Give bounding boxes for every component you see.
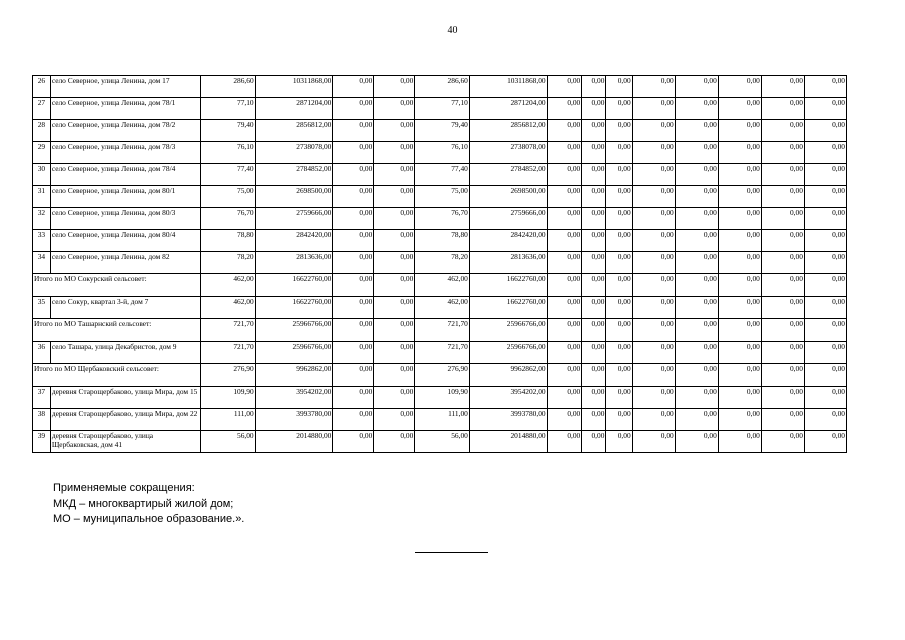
value-cell: 0,00 (804, 230, 846, 252)
value-cell: 0,00 (606, 274, 632, 297)
table-row (33, 208, 847, 230)
value-cell: 0,00 (804, 387, 846, 409)
value-cell: 0,00 (675, 120, 718, 142)
value-cell: 0,00 (333, 387, 374, 409)
value-cell: 0,00 (606, 142, 632, 164)
value-cell: 0,00 (374, 297, 415, 319)
value-cell: 0,00 (675, 208, 718, 230)
value-cell: 0,00 (761, 319, 804, 342)
value-cell: 79,40 (201, 120, 256, 142)
value-cell: 0,00 (675, 274, 718, 297)
value-cell: 2014880,00 (469, 431, 547, 453)
value-cell: 0,00 (761, 186, 804, 208)
value-cell: 2856812,00 (255, 120, 333, 142)
value-cell: 0,00 (632, 342, 675, 364)
table-row (33, 409, 847, 431)
value-cell: 0,00 (761, 342, 804, 364)
value-cell: 0,00 (333, 142, 374, 164)
value-cell: 0,00 (606, 342, 632, 364)
value-cell: 0,00 (718, 252, 761, 274)
value-cell: 0,00 (718, 409, 761, 431)
value-cell: 0,00 (582, 186, 606, 208)
value-cell: 0,00 (606, 431, 632, 453)
value-cell: 0,00 (632, 409, 675, 431)
value-cell: 0,00 (547, 164, 582, 186)
table-body (33, 76, 847, 453)
value-cell: 0,00 (632, 76, 675, 98)
value-cell: 0,00 (718, 364, 761, 387)
value-cell: 462,00 (415, 274, 470, 297)
value-cell: 0,00 (333, 186, 374, 208)
address-cell: село Северное, улица Ленина, дом 78/3 (50, 142, 200, 164)
value-cell: 0,00 (374, 164, 415, 186)
abbreviation-item: МКД – многоквартирый жилой дом; (53, 497, 234, 510)
subtotal-label: Итого по МО Щербаковский сельсовет: (33, 364, 201, 387)
value-cell: 0,00 (582, 76, 606, 98)
value-cell: 0,00 (804, 342, 846, 364)
value-cell: 0,00 (675, 319, 718, 342)
value-cell: 0,00 (761, 76, 804, 98)
value-cell: 0,00 (547, 252, 582, 274)
value-cell: 0,00 (547, 274, 582, 297)
value-cell: 0,00 (606, 98, 632, 120)
value-cell: 0,00 (582, 297, 606, 319)
value-cell: 56,00 (415, 431, 470, 453)
value-cell: 111,00 (415, 409, 470, 431)
value-cell: 0,00 (374, 364, 415, 387)
value-cell: 16622760,00 (469, 274, 547, 297)
value-cell: 0,00 (547, 387, 582, 409)
address-cell: село Северное, улица Ленина, дом 78/4 (50, 164, 200, 186)
table-row (33, 120, 847, 142)
value-cell: 0,00 (547, 319, 582, 342)
row-number: 31 (33, 186, 51, 208)
row-number: 38 (33, 409, 51, 431)
abbreviation-item: МО – муниципальное образование.». (53, 513, 245, 525)
value-cell: 2698500,00 (255, 186, 333, 208)
value-cell: 0,00 (333, 76, 374, 98)
value-cell: 78,20 (201, 252, 256, 274)
value-cell: 0,00 (333, 252, 374, 274)
table-row (33, 431, 847, 453)
value-cell: 0,00 (606, 186, 632, 208)
value-cell: 2871204,00 (255, 98, 333, 120)
value-cell: 0,00 (718, 319, 761, 342)
value-cell: 0,00 (582, 230, 606, 252)
value-cell: 77,10 (415, 98, 470, 120)
value-cell: 16622760,00 (255, 274, 333, 297)
value-cell: 2698500,00 (469, 186, 547, 208)
table-row (33, 230, 847, 252)
value-cell: 0,00 (547, 98, 582, 120)
value-cell: 25966766,00 (255, 319, 333, 342)
value-cell: 0,00 (804, 431, 846, 453)
value-cell: 0,00 (718, 387, 761, 409)
value-cell: 75,00 (201, 186, 256, 208)
value-cell: 0,00 (333, 364, 374, 387)
value-cell: 0,00 (374, 120, 415, 142)
value-cell: 0,00 (374, 230, 415, 252)
value-cell: 0,00 (675, 98, 718, 120)
value-cell: 0,00 (374, 274, 415, 297)
value-cell: 0,00 (547, 76, 582, 98)
row-number: 32 (33, 208, 51, 230)
abbreviations-title: Применяемые сокращения: (53, 482, 195, 494)
value-cell: 0,00 (374, 409, 415, 431)
value-cell: 0,00 (582, 431, 606, 453)
row-number: 28 (33, 120, 51, 142)
address-cell: деревня Старощербаково, улица Мира, дом 22 (50, 409, 200, 431)
value-cell: 111,00 (201, 409, 256, 431)
value-cell: 2842420,00 (469, 230, 547, 252)
value-cell: 79,40 (415, 120, 470, 142)
value-cell: 0,00 (582, 142, 606, 164)
value-cell: 2856812,00 (469, 120, 547, 142)
value-cell: 721,70 (415, 342, 470, 364)
value-cell: 109,90 (201, 387, 256, 409)
value-cell: 0,00 (718, 98, 761, 120)
value-cell: 0,00 (718, 76, 761, 98)
value-cell: 0,00 (547, 364, 582, 387)
value-cell: 0,00 (718, 342, 761, 364)
value-cell: 0,00 (804, 76, 846, 98)
subtotal-label: Итого по МО Сокурский сельсовет: (33, 274, 201, 297)
value-cell: 0,00 (675, 164, 718, 186)
value-cell: 0,00 (606, 120, 632, 142)
value-cell: 0,00 (632, 364, 675, 387)
value-cell: 0,00 (333, 274, 374, 297)
value-cell: 10311868,00 (255, 76, 333, 98)
value-cell: 0,00 (582, 98, 606, 120)
end-divider (415, 552, 488, 553)
value-cell: 0,00 (374, 186, 415, 208)
row-number: 35 (33, 297, 51, 319)
value-cell: 462,00 (201, 274, 256, 297)
value-cell: 0,00 (582, 252, 606, 274)
value-cell: 0,00 (333, 342, 374, 364)
value-cell: 0,00 (761, 142, 804, 164)
value-cell: 0,00 (718, 120, 761, 142)
value-cell: 0,00 (718, 431, 761, 453)
value-cell: 0,00 (333, 409, 374, 431)
value-cell: 2813636,00 (255, 252, 333, 274)
value-cell: 0,00 (374, 252, 415, 274)
value-cell: 0,00 (804, 186, 846, 208)
value-cell: 0,00 (761, 387, 804, 409)
value-cell: 0,00 (761, 431, 804, 453)
value-cell: 0,00 (547, 297, 582, 319)
value-cell: 0,00 (632, 431, 675, 453)
row-number: 36 (33, 342, 51, 364)
row-number: 34 (33, 252, 51, 274)
value-cell: 286,60 (201, 76, 256, 98)
value-cell: 0,00 (632, 164, 675, 186)
value-cell: 0,00 (333, 98, 374, 120)
table-row (33, 186, 847, 208)
value-cell: 0,00 (606, 230, 632, 252)
value-cell: 0,00 (333, 164, 374, 186)
value-cell: 3993780,00 (469, 409, 547, 431)
value-cell: 462,00 (201, 297, 256, 319)
value-cell: 0,00 (333, 319, 374, 342)
value-cell: 0,00 (675, 230, 718, 252)
value-cell: 0,00 (374, 208, 415, 230)
value-cell: 10311868,00 (469, 76, 547, 98)
housing-register-table (32, 75, 847, 453)
address-cell: село Северное, улица Ленина, дом 80/1 (50, 186, 200, 208)
value-cell: 0,00 (333, 120, 374, 142)
value-cell: 0,00 (374, 76, 415, 98)
value-cell: 0,00 (606, 319, 632, 342)
subtotal-row (33, 319, 847, 342)
value-cell: 109,90 (415, 387, 470, 409)
value-cell: 276,90 (415, 364, 470, 387)
value-cell: 0,00 (675, 387, 718, 409)
value-cell: 0,00 (547, 142, 582, 164)
table-row (33, 252, 847, 274)
value-cell: 0,00 (632, 297, 675, 319)
value-cell: 16622760,00 (469, 297, 547, 319)
value-cell: 25966766,00 (469, 342, 547, 364)
value-cell: 0,00 (632, 387, 675, 409)
value-cell: 3993780,00 (255, 409, 333, 431)
row-number: 29 (33, 142, 51, 164)
value-cell: 0,00 (804, 98, 846, 120)
value-cell: 0,00 (675, 252, 718, 274)
value-cell: 0,00 (804, 120, 846, 142)
value-cell: 76,10 (415, 142, 470, 164)
value-cell: 721,70 (415, 319, 470, 342)
value-cell: 0,00 (606, 387, 632, 409)
value-cell: 0,00 (761, 120, 804, 142)
value-cell: 721,70 (201, 342, 256, 364)
page-number: 40 (447, 25, 458, 36)
value-cell: 276,90 (201, 364, 256, 387)
subtotal-row (33, 364, 847, 387)
address-cell: село Северное, улица Ленина, дом 78/1 (50, 98, 200, 120)
value-cell: 0,00 (718, 186, 761, 208)
value-cell: 0,00 (718, 274, 761, 297)
value-cell: 78,20 (415, 252, 470, 274)
value-cell: 0,00 (606, 164, 632, 186)
value-cell: 0,00 (374, 319, 415, 342)
value-cell: 0,00 (761, 274, 804, 297)
value-cell: 0,00 (761, 208, 804, 230)
value-cell: 2759666,00 (469, 208, 547, 230)
value-cell: 0,00 (374, 431, 415, 453)
address-cell: село Северное, улица Ленина, дом 17 (50, 76, 200, 98)
value-cell: 0,00 (632, 319, 675, 342)
value-cell: 2014880,00 (255, 431, 333, 453)
value-cell: 0,00 (718, 164, 761, 186)
value-cell: 77,40 (415, 164, 470, 186)
address-cell: село Северное, улица Ленина, дом 78/2 (50, 120, 200, 142)
address-cell: село Северное, улица Ленина, дом 80/4 (50, 230, 200, 252)
value-cell: 0,00 (804, 142, 846, 164)
value-cell: 0,00 (547, 342, 582, 364)
value-cell: 56,00 (201, 431, 256, 453)
value-cell: 0,00 (582, 387, 606, 409)
value-cell: 9962862,00 (255, 364, 333, 387)
value-cell: 2871204,00 (469, 98, 547, 120)
value-cell: 2784852,00 (255, 164, 333, 186)
address-cell: деревня Старощербаково, улица Щербаковская, дом 41 (50, 431, 200, 453)
value-cell: 0,00 (547, 208, 582, 230)
value-cell: 3954202,00 (469, 387, 547, 409)
value-cell: 2813636,00 (469, 252, 547, 274)
value-cell: 2759666,00 (255, 208, 333, 230)
address-cell: деревня Старощербаково, улица Мира, дом 15 (50, 387, 200, 409)
row-number: 33 (33, 230, 51, 252)
value-cell: 0,00 (333, 297, 374, 319)
value-cell: 0,00 (804, 274, 846, 297)
value-cell: 721,70 (201, 319, 256, 342)
value-cell: 0,00 (675, 186, 718, 208)
value-cell: 0,00 (718, 297, 761, 319)
value-cell: 0,00 (606, 76, 632, 98)
table-row (33, 387, 847, 409)
table-row (33, 297, 847, 319)
value-cell: 0,00 (606, 409, 632, 431)
value-cell: 25966766,00 (255, 342, 333, 364)
value-cell: 0,00 (804, 409, 846, 431)
value-cell: 0,00 (582, 274, 606, 297)
table-row (33, 164, 847, 186)
value-cell: 0,00 (804, 297, 846, 319)
value-cell: 0,00 (761, 98, 804, 120)
value-cell: 0,00 (374, 142, 415, 164)
value-cell: 0,00 (606, 252, 632, 274)
value-cell: 462,00 (415, 297, 470, 319)
value-cell: 0,00 (804, 252, 846, 274)
value-cell: 0,00 (675, 364, 718, 387)
value-cell: 2738078,00 (469, 142, 547, 164)
value-cell: 0,00 (606, 364, 632, 387)
table-row (33, 98, 847, 120)
value-cell: 0,00 (547, 431, 582, 453)
value-cell: 0,00 (582, 120, 606, 142)
value-cell: 0,00 (632, 120, 675, 142)
row-number: 26 (33, 76, 51, 98)
value-cell: 0,00 (547, 186, 582, 208)
value-cell: 2784852,00 (469, 164, 547, 186)
value-cell: 0,00 (632, 186, 675, 208)
value-cell: 0,00 (718, 142, 761, 164)
subtotal-row (33, 274, 847, 297)
value-cell: 76,70 (415, 208, 470, 230)
subtotal-label: Итого по МО Ташарнский сельсовет: (33, 319, 201, 342)
value-cell: 0,00 (606, 297, 632, 319)
value-cell: 0,00 (804, 319, 846, 342)
value-cell: 77,10 (201, 98, 256, 120)
value-cell: 0,00 (547, 230, 582, 252)
row-number: 39 (33, 431, 51, 453)
value-cell: 75,00 (415, 186, 470, 208)
value-cell: 3954202,00 (255, 387, 333, 409)
value-cell: 16622760,00 (255, 297, 333, 319)
row-number: 30 (33, 164, 51, 186)
address-cell: село Северное, улица Ленина, дом 80/3 (50, 208, 200, 230)
value-cell: 0,00 (761, 297, 804, 319)
value-cell: 0,00 (675, 431, 718, 453)
address-cell: село Ташара, улица Декабристов, дом 9 (50, 342, 200, 364)
row-number: 37 (33, 387, 51, 409)
value-cell: 25966766,00 (469, 319, 547, 342)
value-cell: 0,00 (632, 98, 675, 120)
address-cell: село Северное, улица Ленина, дом 82 (50, 252, 200, 274)
table-row (33, 76, 847, 98)
table-row (33, 342, 847, 364)
value-cell: 76,10 (201, 142, 256, 164)
value-cell: 2842420,00 (255, 230, 333, 252)
value-cell: 0,00 (333, 431, 374, 453)
value-cell: 78,80 (201, 230, 256, 252)
value-cell: 0,00 (718, 230, 761, 252)
value-cell: 0,00 (675, 409, 718, 431)
value-cell: 76,70 (201, 208, 256, 230)
value-cell: 0,00 (804, 164, 846, 186)
value-cell: 0,00 (333, 230, 374, 252)
value-cell: 0,00 (804, 364, 846, 387)
value-cell: 0,00 (675, 342, 718, 364)
value-cell: 0,00 (547, 409, 582, 431)
value-cell: 0,00 (761, 364, 804, 387)
value-cell: 0,00 (582, 319, 606, 342)
value-cell: 0,00 (632, 274, 675, 297)
value-cell: 0,00 (675, 142, 718, 164)
value-cell: 0,00 (632, 208, 675, 230)
value-cell: 0,00 (582, 364, 606, 387)
row-number: 27 (33, 98, 51, 120)
value-cell: 0,00 (582, 208, 606, 230)
value-cell: 0,00 (761, 230, 804, 252)
value-cell: 0,00 (804, 208, 846, 230)
value-cell: 0,00 (718, 208, 761, 230)
value-cell: 0,00 (675, 76, 718, 98)
value-cell: 0,00 (632, 252, 675, 274)
value-cell: 0,00 (761, 252, 804, 274)
value-cell: 2738078,00 (255, 142, 333, 164)
abbreviations-block (53, 481, 244, 528)
value-cell: 0,00 (675, 297, 718, 319)
value-cell: 78,80 (415, 230, 470, 252)
value-cell: 0,00 (374, 387, 415, 409)
value-cell: 0,00 (582, 409, 606, 431)
value-cell: 9962862,00 (469, 364, 547, 387)
value-cell: 0,00 (761, 409, 804, 431)
value-cell: 0,00 (374, 342, 415, 364)
table-row (33, 142, 847, 164)
value-cell: 286,60 (415, 76, 470, 98)
value-cell: 0,00 (547, 120, 582, 142)
value-cell: 77,40 (201, 164, 256, 186)
value-cell: 0,00 (582, 342, 606, 364)
address-cell: село Сокур, квартал 3-й, дом 7 (50, 297, 200, 319)
value-cell: 0,00 (606, 208, 632, 230)
value-cell: 0,00 (374, 98, 415, 120)
value-cell: 0,00 (632, 142, 675, 164)
value-cell: 0,00 (761, 164, 804, 186)
value-cell: 0,00 (333, 208, 374, 230)
value-cell: 0,00 (582, 164, 606, 186)
value-cell: 0,00 (632, 230, 675, 252)
